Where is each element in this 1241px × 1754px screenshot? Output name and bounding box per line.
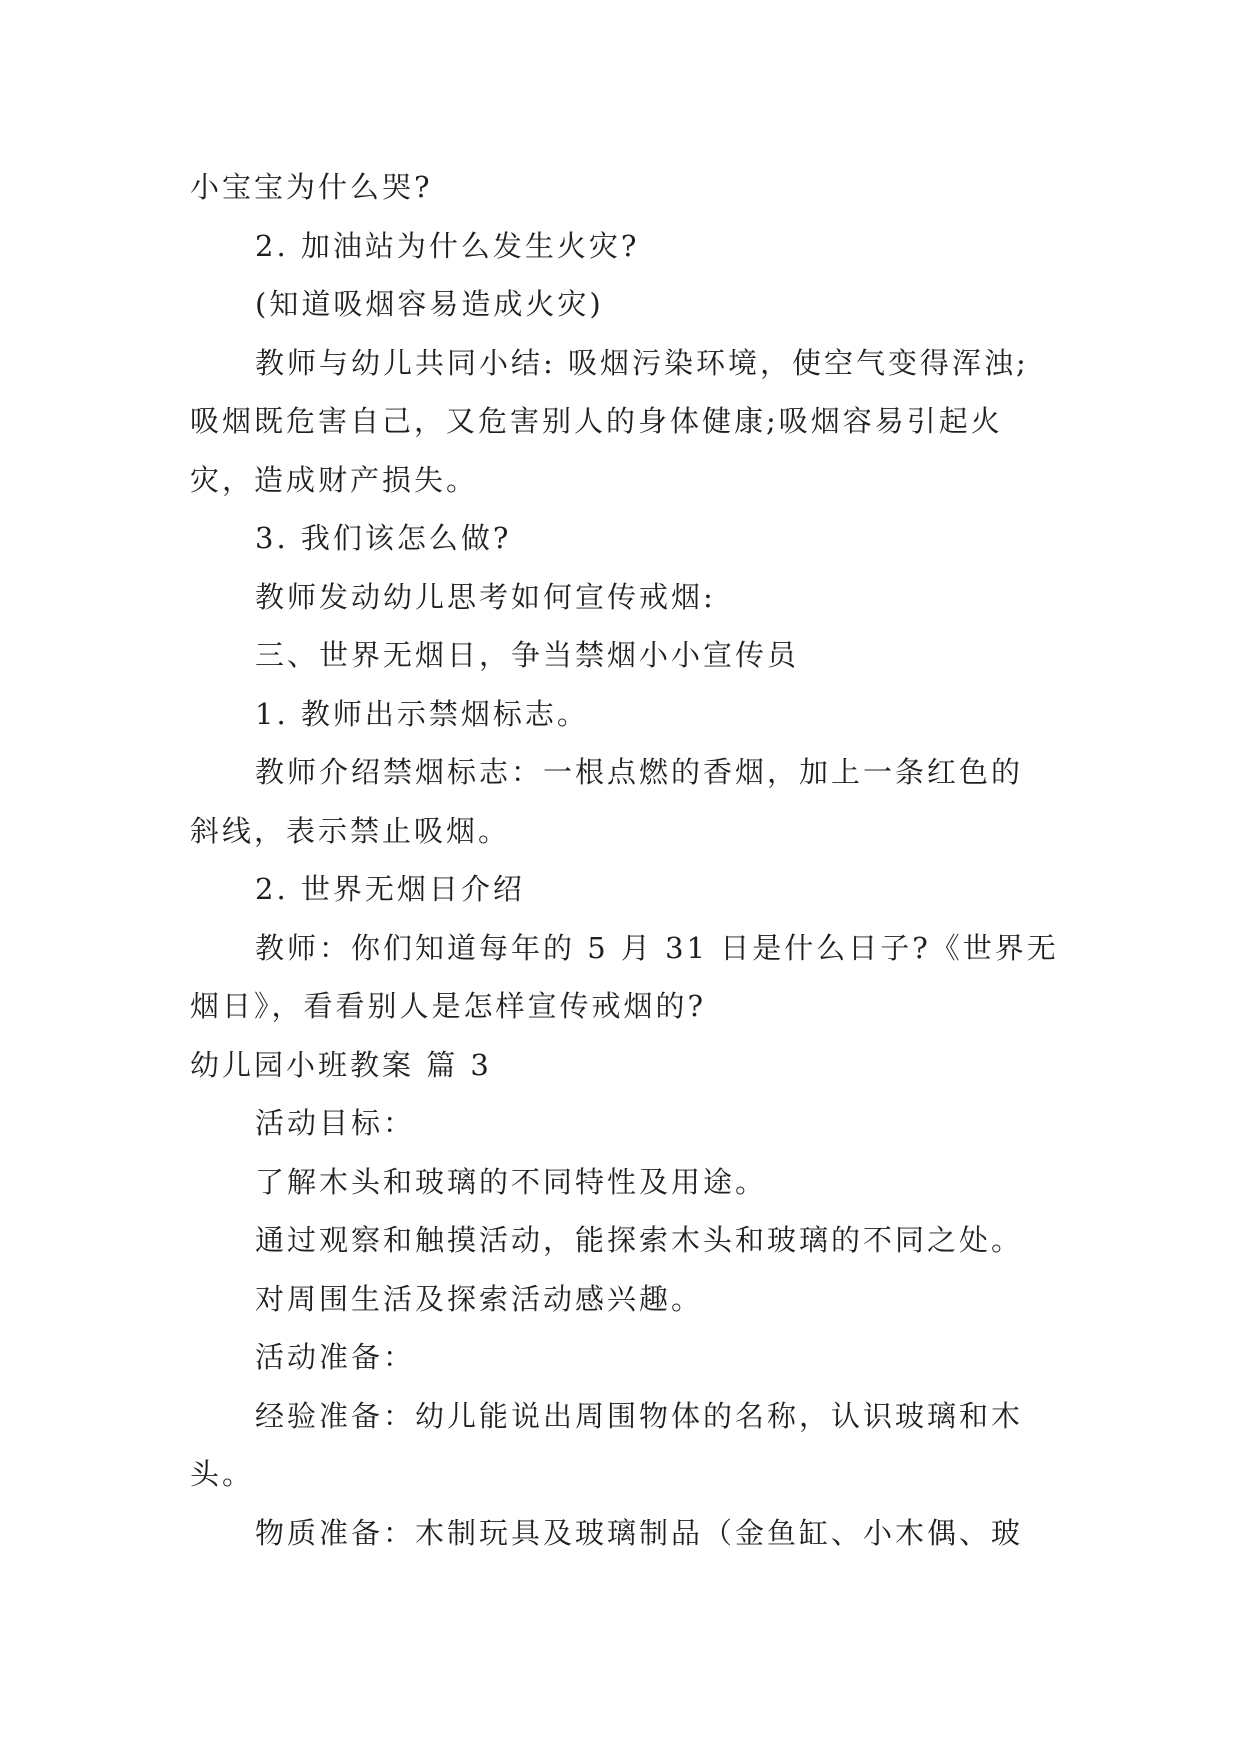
text-line: (知道吸烟容易造成火灾) <box>255 287 604 321</box>
text-line: 1. 教师出示禁烟标志。 <box>255 696 589 731</box>
text-line: 活动准备： <box>255 1340 416 1374</box>
text-line: 2. 世界无烟日介绍 <box>255 872 525 906</box>
document-body <box>190 158 1070 1562</box>
text-line: 头。 <box>190 1457 255 1491</box>
text-line: 教师与幼儿共同小结: 吸烟污染环境，使空气变得浑浊; <box>255 345 1029 380</box>
text-line: 通过观察和触摸活动，能探索木头和玻璃的不同之处。 <box>255 1223 1024 1257</box>
text-line: 3. 我们该怎么做? <box>255 521 512 555</box>
text-line: 吸烟既危害自己，又危害别人的身体健康;吸烟容易引起火 <box>190 404 1003 438</box>
text-line: 对周围生活及探索活动感兴趣。 <box>255 1281 704 1316</box>
text-line: 小宝宝为什么哭? <box>190 170 433 204</box>
text-line: 经验准备：幼儿能说出周围物体的名称，认识玻璃和木 <box>255 1398 1024 1433</box>
text-line: 教师介绍禁烟标志：一根点燃的香烟，加上一条红色的 <box>255 755 1024 789</box>
text-line: 灾，造成财产损失。 <box>190 462 479 497</box>
text-line: 了解木头和玻璃的不同特性及用途。 <box>255 1164 768 1199</box>
text-line: 活动目标： <box>255 1106 416 1140</box>
lesson-title: 幼儿园小班教案 篇 3 <box>190 1047 492 1082</box>
text-line: 物质准备：木制玩具及玻璃制品（金鱼缸、小木偶、玻 <box>255 1515 1024 1550</box>
section-heading: 三、世界无烟日，争当禁烟小小宣传员 <box>255 638 800 672</box>
text-line: 斜线，表示禁止吸烟。 <box>190 813 511 848</box>
text-line: 教师发动幼儿思考如何宣传戒烟: <box>255 579 716 614</box>
text-line: 教师：你们知道每年的 5 月 31 日是什么日子?《世界无 <box>255 930 1059 965</box>
text-line: 烟日》，看看别人是怎样宣传戒烟的? <box>190 989 707 1023</box>
text-line: 2. 加油站为什么发生火灾? <box>255 228 640 263</box>
